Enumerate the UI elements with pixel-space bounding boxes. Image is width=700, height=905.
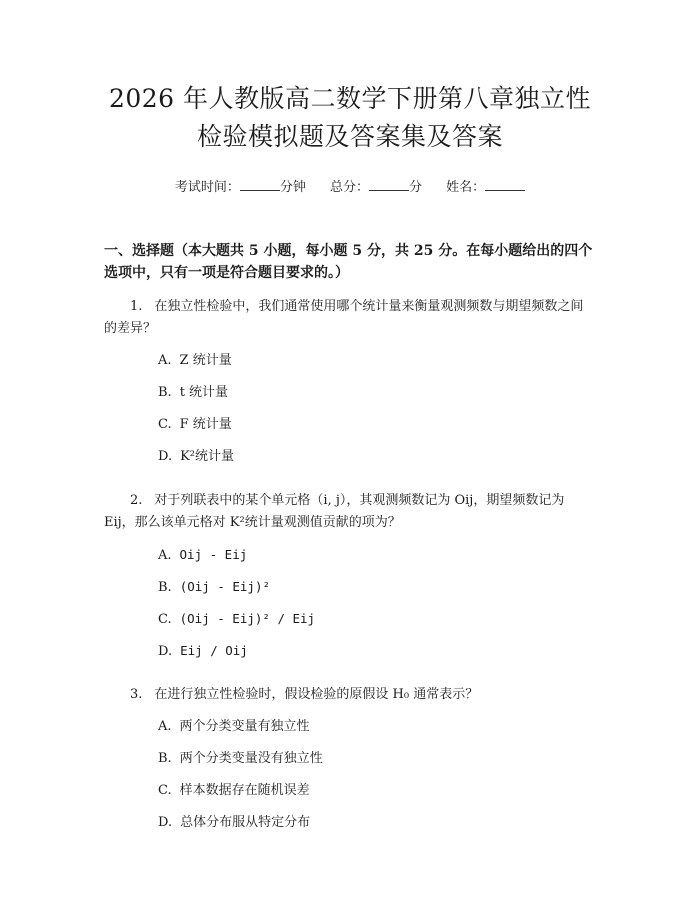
question-3-options xyxy=(104,716,596,844)
option-a xyxy=(158,544,596,576)
option-letter: C. xyxy=(158,612,172,627)
option-text: 两个分类变量没有独立性 xyxy=(179,751,323,766)
option-a xyxy=(158,350,596,382)
question-number: 1. xyxy=(130,299,143,314)
option-text: Eij / Oij xyxy=(180,643,248,658)
question-text: 在进行独立性检验时，假设检验的原假设 H₀ 通常表示？ xyxy=(154,687,479,702)
option-text: F 统计量 xyxy=(179,417,232,432)
option-text: 总体分布服从特定分布 xyxy=(180,815,311,830)
option-text: Z 统计量 xyxy=(179,353,232,368)
question-1-options xyxy=(104,350,596,478)
question-3 xyxy=(104,684,596,706)
option-d xyxy=(158,446,596,478)
option-b xyxy=(158,748,596,780)
total-score-label: 总分： xyxy=(329,180,369,195)
option-text: Oij - Eij xyxy=(179,547,248,562)
option-b xyxy=(158,382,596,414)
question-2-options xyxy=(104,544,596,672)
exam-time-unit: 分钟 xyxy=(279,180,306,195)
total-score-unit: 分 xyxy=(409,180,423,195)
option-text: 两个分类变量有独立性 xyxy=(179,719,310,734)
exam-time-field xyxy=(175,178,306,198)
option-letter: A. xyxy=(158,353,172,368)
total-score-blank xyxy=(369,178,409,191)
student-name-label: 姓名： xyxy=(446,180,486,195)
exam-time-blank xyxy=(240,178,280,191)
exam-info-line xyxy=(104,178,596,198)
option-letter: B. xyxy=(158,580,172,595)
option-letter: B. xyxy=(158,751,172,766)
option-d xyxy=(158,812,596,844)
option-letter: C. xyxy=(158,783,172,798)
option-letter: A. xyxy=(158,719,172,734)
option-a xyxy=(158,716,596,748)
option-text: 样本数据存在随机误差 xyxy=(179,783,310,798)
option-letter: A. xyxy=(158,548,172,563)
option-text: K²统计量 xyxy=(180,449,235,464)
student-name-field xyxy=(446,178,525,198)
option-c xyxy=(158,780,596,812)
option-letter: D. xyxy=(158,449,173,464)
option-b xyxy=(158,576,596,608)
section-heading: 一、选择题（本大题共 5 小题，每小题 5 分，共 25 分。在每小题给出的四个选项中，只有一项是符合题目要求的。） xyxy=(104,243,593,281)
exam-time-label: 考试时间： xyxy=(174,180,240,195)
option-letter: B. xyxy=(158,385,172,400)
question-2 xyxy=(104,490,596,534)
option-letter: D. xyxy=(158,815,173,830)
question-text: 在独立性检验中，我们通常使用哪个统计量来衡量观测频数与期望频数之间的差异？ xyxy=(104,299,584,336)
question-1 xyxy=(104,296,596,340)
option-d xyxy=(158,640,596,672)
total-score-field xyxy=(330,178,422,198)
student-name-blank xyxy=(485,178,525,191)
page-title: 2026 年人教版高二数学下册第八章独立性检验模拟题及答案集及答案 xyxy=(108,84,592,151)
option-c xyxy=(158,414,596,446)
option-c xyxy=(158,608,596,640)
option-letter: C. xyxy=(158,417,172,432)
option-text: t 统计量 xyxy=(179,385,229,400)
question-number: 2. xyxy=(130,493,143,508)
option-text: (Oij - Eij)² xyxy=(179,579,270,594)
question-text: 对于列联表中的某个单元格（i, j），其观测频数记为 Oij，期望频数记为 Eij，那么该单元格对 K²统计量观测值贡献的项为？ xyxy=(104,493,565,530)
option-letter: D. xyxy=(158,644,173,659)
question-number: 3. xyxy=(130,687,143,702)
option-text: (Oij - Eij)² / Eij xyxy=(179,611,316,626)
